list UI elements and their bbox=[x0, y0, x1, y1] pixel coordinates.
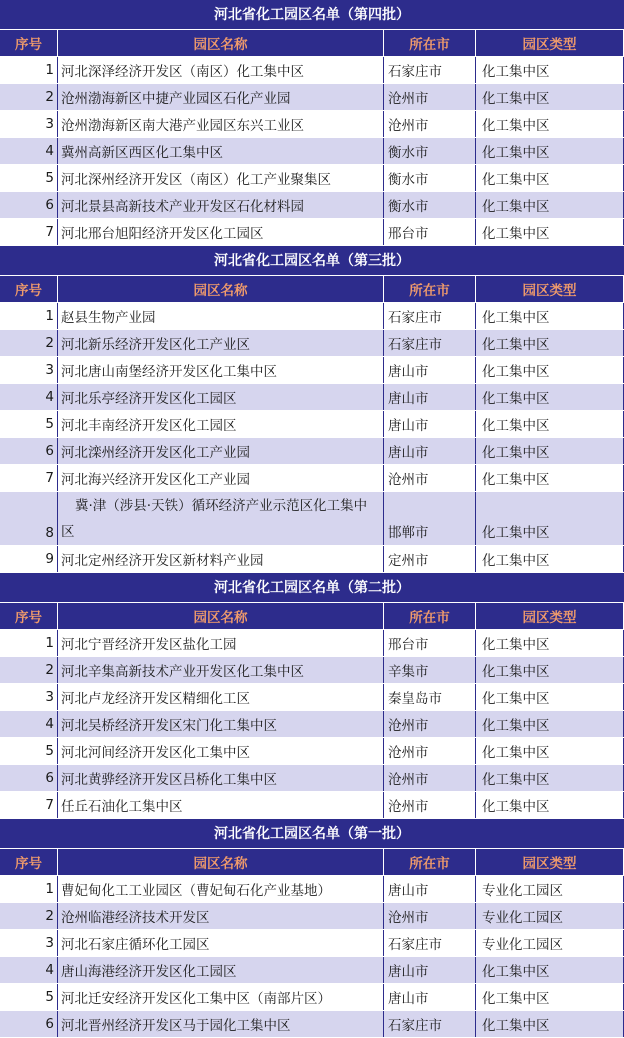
park-name: 河北卢龙经济开发区精细化工区 bbox=[58, 684, 384, 710]
row-number: 4 bbox=[0, 138, 58, 164]
section-title: 河北省化工园区名单（第二批） bbox=[0, 573, 624, 603]
park-city: 沧州市 bbox=[384, 903, 476, 929]
table-header-row bbox=[0, 603, 624, 630]
park-city: 石家庄市 bbox=[384, 57, 476, 83]
row-number: 6 bbox=[0, 192, 58, 218]
table-row bbox=[0, 984, 624, 1011]
park-city: 石家庄市 bbox=[384, 1011, 476, 1037]
park-city: 沧州市 bbox=[384, 465, 476, 491]
row-number: 2 bbox=[0, 330, 58, 356]
park-type: 化工集中区 bbox=[476, 303, 624, 329]
park-name: 河北迁安经济开发区化工集中区（南部片区） bbox=[58, 984, 384, 1010]
table-row bbox=[0, 930, 624, 957]
park-type: 化工集中区 bbox=[476, 219, 624, 245]
park-name: 河北深州经济开发区（南区）化工产业聚集区 bbox=[58, 165, 384, 191]
table-section bbox=[0, 819, 624, 1038]
table-row bbox=[0, 684, 624, 711]
row-number: 1 bbox=[0, 303, 58, 329]
park-type: 化工集中区 bbox=[476, 57, 624, 83]
header-type: 园区类型 bbox=[476, 603, 624, 629]
table-row bbox=[0, 957, 624, 984]
park-city: 唐山市 bbox=[384, 876, 476, 902]
header-name: 园区名称 bbox=[58, 603, 384, 629]
park-name: 河北景县高新技术产业开发区石化材料园 bbox=[58, 192, 384, 218]
park-type: 化工集中区 bbox=[476, 384, 624, 410]
header-city: 所在市 bbox=[384, 603, 476, 629]
table-section bbox=[0, 573, 624, 819]
table-row bbox=[0, 657, 624, 684]
table-section bbox=[0, 246, 624, 573]
park-city: 衡水市 bbox=[384, 192, 476, 218]
park-type: 化工集中区 bbox=[476, 357, 624, 383]
row-number: 3 bbox=[0, 684, 58, 710]
table-row bbox=[0, 711, 624, 738]
row-number: 2 bbox=[0, 84, 58, 110]
table-row bbox=[0, 903, 624, 930]
row-number: 2 bbox=[0, 657, 58, 683]
table-row bbox=[0, 111, 624, 138]
table-row bbox=[0, 219, 624, 246]
table-row bbox=[0, 165, 624, 192]
table-row bbox=[0, 1011, 624, 1038]
row-number: 1 bbox=[0, 57, 58, 83]
row-number: 3 bbox=[0, 357, 58, 383]
header-city: 所在市 bbox=[384, 849, 476, 875]
park-name: 任丘石油化工集中区 bbox=[58, 792, 384, 818]
park-city: 邢台市 bbox=[384, 630, 476, 656]
header-name: 园区名称 bbox=[58, 30, 384, 56]
table-row bbox=[0, 357, 624, 384]
header-name: 园区名称 bbox=[58, 849, 384, 875]
park-city: 唐山市 bbox=[384, 438, 476, 464]
row-number: 7 bbox=[0, 792, 58, 818]
park-city: 沧州市 bbox=[384, 765, 476, 791]
row-number: 3 bbox=[0, 930, 58, 956]
park-name: 河北深泽经济开发区（南区）化工集中区 bbox=[58, 57, 384, 83]
park-city: 石家庄市 bbox=[384, 330, 476, 356]
table-row bbox=[0, 84, 624, 111]
park-name: 河北滦州经济开发区化工产业园 bbox=[58, 438, 384, 464]
table-row bbox=[0, 630, 624, 657]
table-row bbox=[0, 465, 624, 492]
park-type: 化工集中区 bbox=[476, 492, 624, 545]
park-type: 化工集中区 bbox=[476, 192, 624, 218]
park-type: 化工集中区 bbox=[476, 984, 624, 1010]
header-no: 序号 bbox=[0, 30, 58, 56]
park-name-text: 冀·津（涉县·天铁）循环经济产业示范区化工集中区 bbox=[61, 497, 368, 540]
header-no: 序号 bbox=[0, 849, 58, 875]
table-row bbox=[0, 765, 624, 792]
header-city: 所在市 bbox=[384, 276, 476, 302]
park-name: 河北丰南经济开发区化工园区 bbox=[58, 411, 384, 437]
park-name: 曹妃甸化工工业园区（曹妃甸石化产业基地） bbox=[58, 876, 384, 902]
table-row bbox=[0, 792, 624, 819]
park-type: 化工集中区 bbox=[476, 1011, 624, 1037]
park-name: 河北唐山南堡经济开发区化工集中区 bbox=[58, 357, 384, 383]
park-name: 赵县生物产业园 bbox=[58, 303, 384, 329]
park-city: 定州市 bbox=[384, 546, 476, 572]
park-city: 唐山市 bbox=[384, 957, 476, 983]
header-no: 序号 bbox=[0, 603, 58, 629]
park-type: 化工集中区 bbox=[476, 630, 624, 656]
park-type: 化工集中区 bbox=[476, 465, 624, 491]
park-city: 衡水市 bbox=[384, 165, 476, 191]
table-row bbox=[0, 438, 624, 465]
row-number: 3 bbox=[0, 111, 58, 137]
park-name: 河北乐亭经济开发区化工园区 bbox=[58, 384, 384, 410]
table-row bbox=[0, 411, 624, 438]
park-type: 化工集中区 bbox=[476, 738, 624, 764]
row-number: 6 bbox=[0, 765, 58, 791]
park-name: 唐山海港经济开发区化工园区 bbox=[58, 957, 384, 983]
header-city: 所在市 bbox=[384, 30, 476, 56]
park-type: 化工集中区 bbox=[476, 765, 624, 791]
row-number: 6 bbox=[0, 438, 58, 464]
row-number: 1 bbox=[0, 876, 58, 902]
table-header-row bbox=[0, 849, 624, 876]
table-row bbox=[0, 876, 624, 903]
park-type: 化工集中区 bbox=[476, 84, 624, 110]
park-city: 沧州市 bbox=[384, 711, 476, 737]
park-type: 化工集中区 bbox=[476, 111, 624, 137]
row-number: 7 bbox=[0, 219, 58, 245]
row-number: 5 bbox=[0, 411, 58, 437]
park-name: 河北晋州经济开发区马于园化工集中区 bbox=[58, 1011, 384, 1037]
park-name: 河北宁晋经济开发区盐化工园 bbox=[58, 630, 384, 656]
park-name: 河北新乐经济开发区化工产业区 bbox=[58, 330, 384, 356]
park-type: 化工集中区 bbox=[476, 792, 624, 818]
header-type: 园区类型 bbox=[476, 30, 624, 56]
park-type: 化工集中区 bbox=[476, 330, 624, 356]
park-name: 沧州渤海新区中捷产业园区石化产业园 bbox=[58, 84, 384, 110]
table-row bbox=[0, 138, 624, 165]
row-number: 4 bbox=[0, 957, 58, 983]
row-number: 2 bbox=[0, 903, 58, 929]
park-type: 化工集中区 bbox=[476, 138, 624, 164]
park-name: 河北吴桥经济开发区宋门化工集中区 bbox=[58, 711, 384, 737]
park-city: 邯郸市 bbox=[384, 492, 476, 545]
park-city: 石家庄市 bbox=[384, 303, 476, 329]
park-type: 化工集中区 bbox=[476, 684, 624, 710]
park-name: 沧州临港经济技术开发区 bbox=[58, 903, 384, 929]
table-row bbox=[0, 546, 624, 573]
row-number: 4 bbox=[0, 711, 58, 737]
park-type: 化工集中区 bbox=[476, 546, 624, 572]
row-number: 7 bbox=[0, 465, 58, 491]
park-type: 专业化工园区 bbox=[476, 876, 624, 902]
park-city: 唐山市 bbox=[384, 357, 476, 383]
park-type: 化工集中区 bbox=[476, 711, 624, 737]
park-name: 河北定州经济开发区新材料产业园 bbox=[58, 546, 384, 572]
header-no: 序号 bbox=[0, 276, 58, 302]
park-type: 化工集中区 bbox=[476, 957, 624, 983]
park-city: 沧州市 bbox=[384, 738, 476, 764]
park-name: 河北石家庄循环化工园区 bbox=[58, 930, 384, 956]
row-number: 8 bbox=[0, 492, 58, 545]
park-city: 邢台市 bbox=[384, 219, 476, 245]
table-row bbox=[0, 192, 624, 219]
park-city: 衡水市 bbox=[384, 138, 476, 164]
table-row bbox=[0, 303, 624, 330]
park-name bbox=[58, 492, 384, 545]
header-type: 园区类型 bbox=[476, 276, 624, 302]
park-name: 河北辛集高新技术产业开发区化工集中区 bbox=[58, 657, 384, 683]
park-type: 专业化工园区 bbox=[476, 930, 624, 956]
park-city: 石家庄市 bbox=[384, 930, 476, 956]
park-name: 冀州高新区西区化工集中区 bbox=[58, 138, 384, 164]
park-name: 河北邢台旭阳经济开发区化工园区 bbox=[58, 219, 384, 245]
park-type: 化工集中区 bbox=[476, 438, 624, 464]
park-name: 河北海兴经济开发区化工产业园 bbox=[58, 465, 384, 491]
park-name: 沧州渤海新区南大港产业园区东兴工业区 bbox=[58, 111, 384, 137]
park-type: 专业化工园区 bbox=[476, 903, 624, 929]
section-title: 河北省化工园区名单（第四批） bbox=[0, 0, 624, 30]
park-name: 河北黄骅经济开发区吕桥化工集中区 bbox=[58, 765, 384, 791]
table-row bbox=[0, 384, 624, 411]
park-type: 化工集中区 bbox=[476, 657, 624, 683]
park-city: 唐山市 bbox=[384, 984, 476, 1010]
header-name: 园区名称 bbox=[58, 276, 384, 302]
row-number: 9 bbox=[0, 546, 58, 572]
park-city: 辛集市 bbox=[384, 657, 476, 683]
park-city: 沧州市 bbox=[384, 111, 476, 137]
row-number: 5 bbox=[0, 165, 58, 191]
table-row bbox=[0, 492, 624, 546]
park-type: 化工集中区 bbox=[476, 411, 624, 437]
section-title: 河北省化工园区名单（第一批） bbox=[0, 819, 624, 849]
row-number: 5 bbox=[0, 984, 58, 1010]
park-city: 唐山市 bbox=[384, 384, 476, 410]
park-name: 河北河间经济开发区化工集中区 bbox=[58, 738, 384, 764]
row-number: 1 bbox=[0, 630, 58, 656]
table-header-row bbox=[0, 30, 624, 57]
park-city: 秦皇岛市 bbox=[384, 684, 476, 710]
table-header-row bbox=[0, 276, 624, 303]
park-type: 化工集中区 bbox=[476, 165, 624, 191]
row-number: 5 bbox=[0, 738, 58, 764]
table-row bbox=[0, 57, 624, 84]
table-section bbox=[0, 0, 624, 246]
park-city: 沧州市 bbox=[384, 792, 476, 818]
park-city: 唐山市 bbox=[384, 411, 476, 437]
section-title: 河北省化工园区名单（第三批） bbox=[0, 246, 624, 276]
header-type: 园区类型 bbox=[476, 849, 624, 875]
park-city: 沧州市 bbox=[384, 84, 476, 110]
table-row bbox=[0, 738, 624, 765]
row-number: 4 bbox=[0, 384, 58, 410]
row-number: 6 bbox=[0, 1011, 58, 1037]
table-row bbox=[0, 330, 624, 357]
